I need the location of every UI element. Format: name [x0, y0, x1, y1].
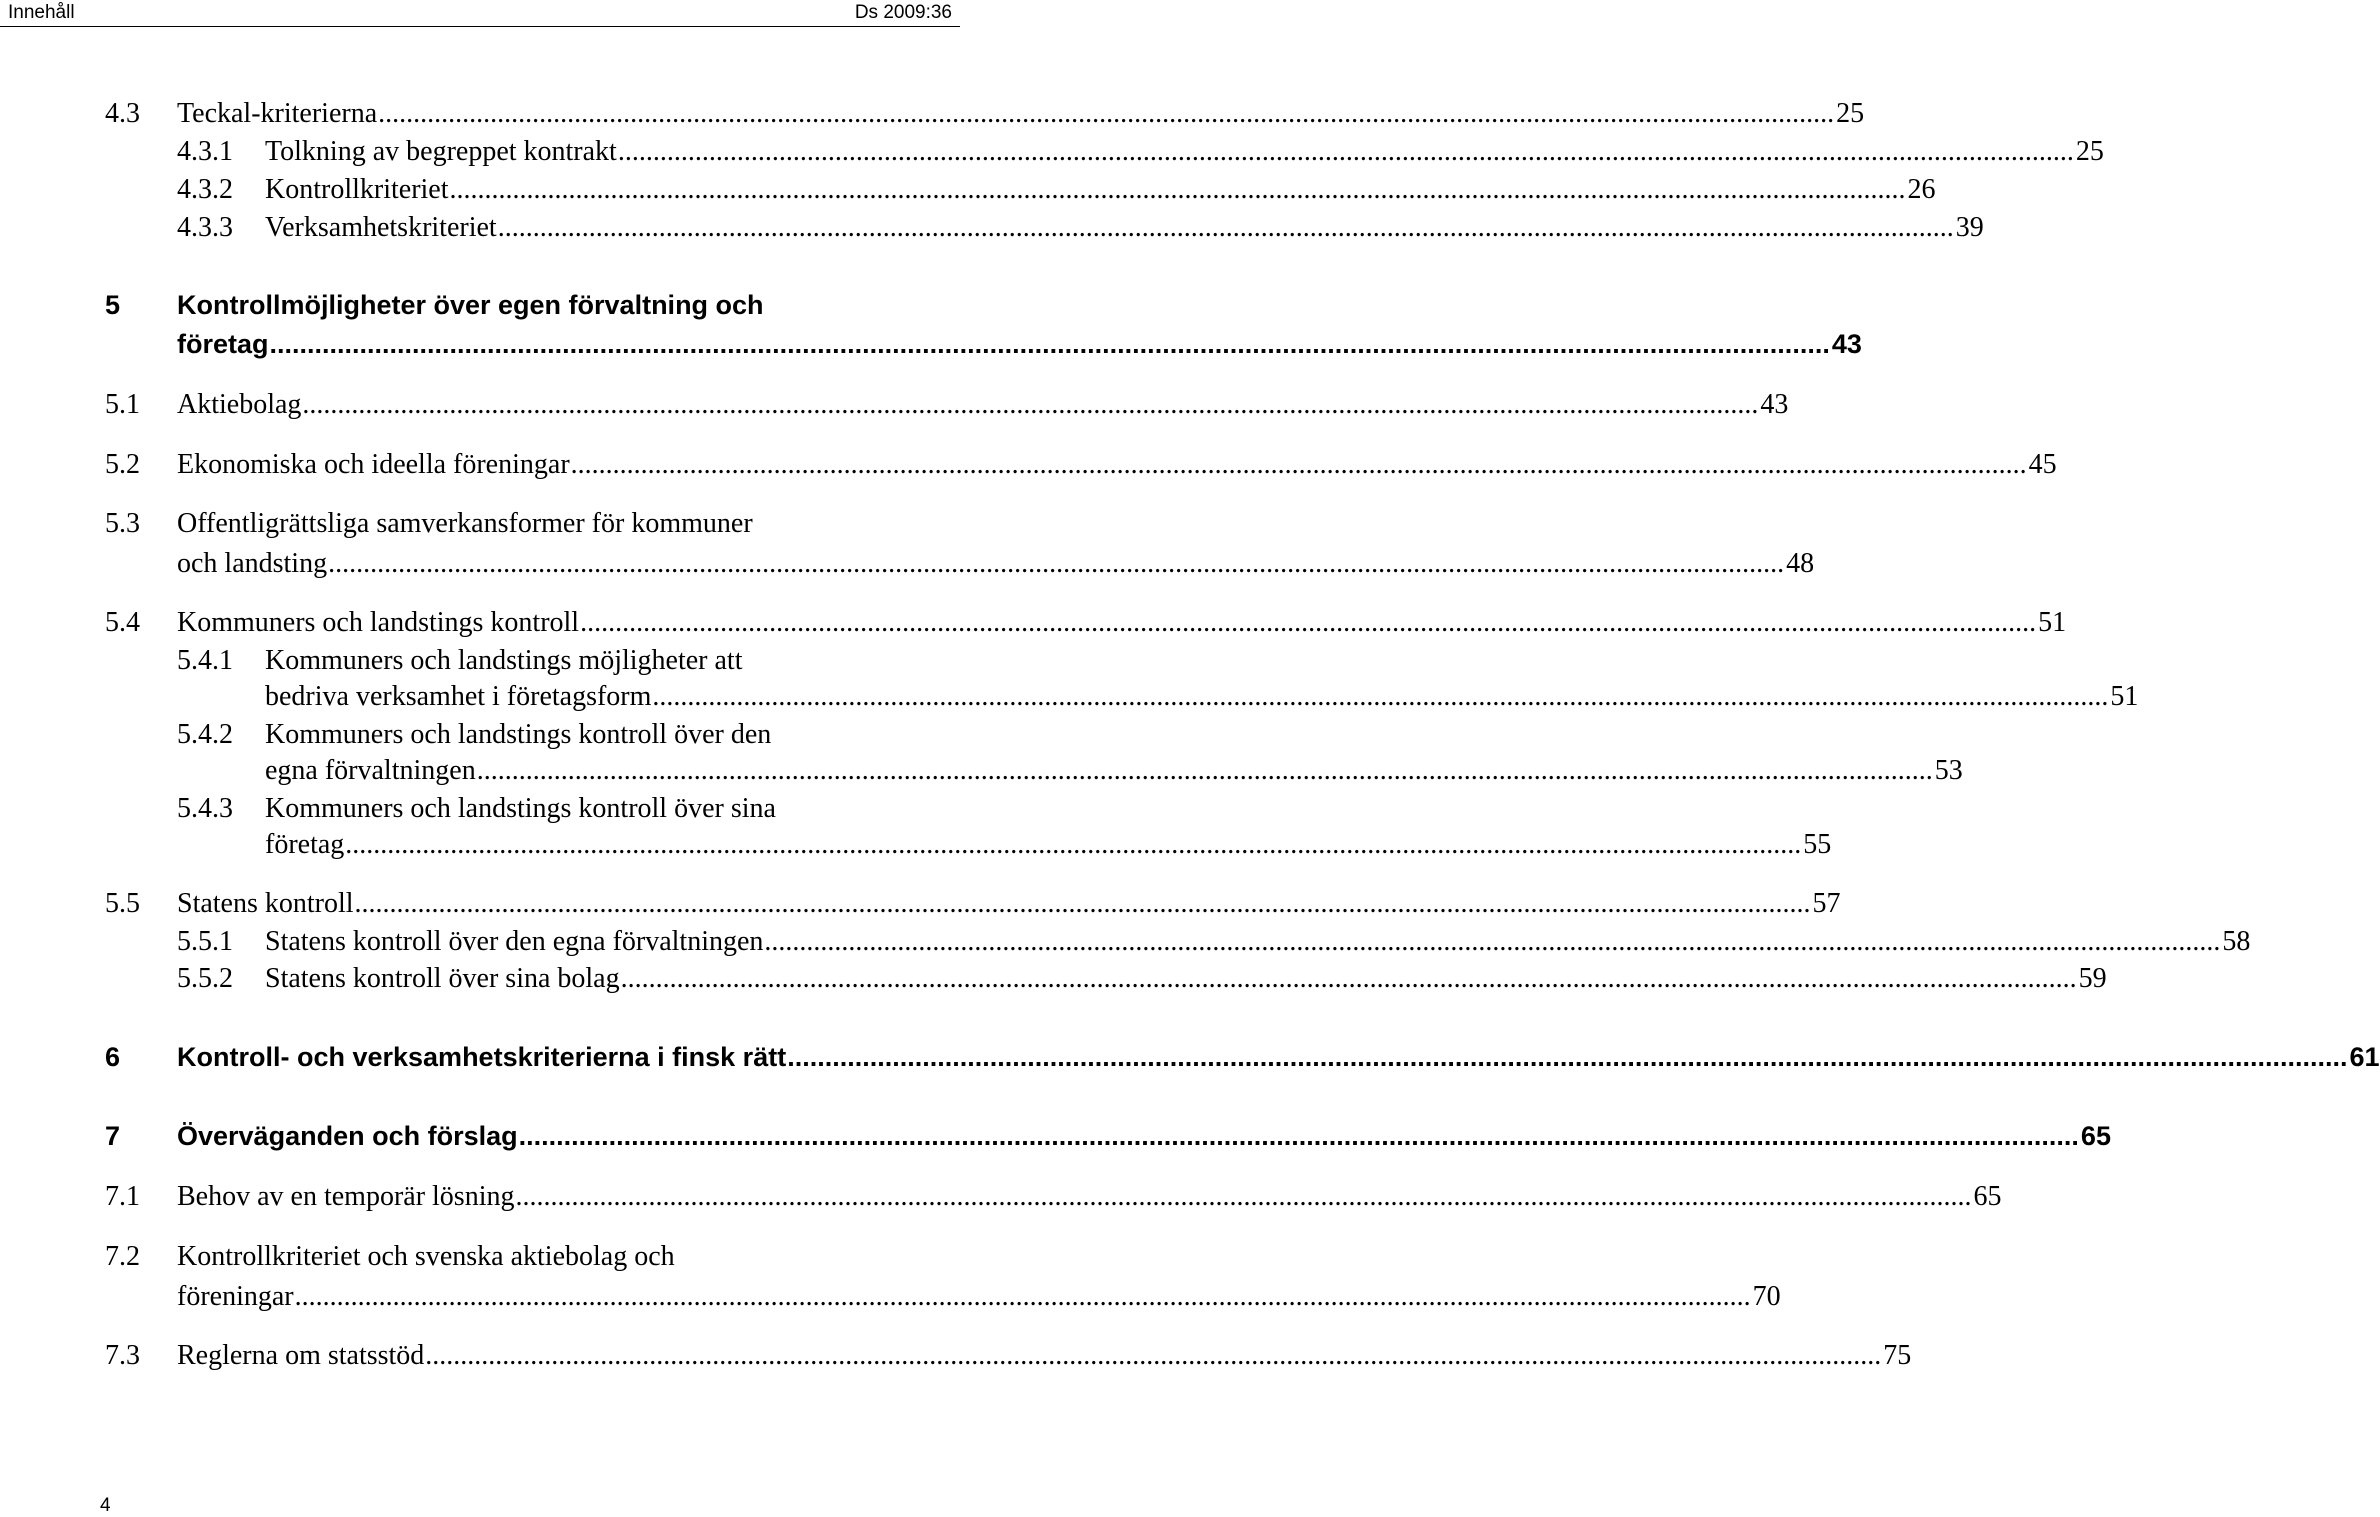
toc-entry-number: 5.4.3	[177, 793, 233, 824]
dot-leader: ................................................................................................................................................................................................................	[425, 1340, 1882, 1371]
toc-entry-title-line	[265, 719, 955, 751]
toc-entry-page: 43	[1831, 329, 1862, 359]
toc-entry-title-line	[177, 548, 1815, 580]
toc-entry-page: 26	[1907, 174, 1936, 205]
toc-entry-title: Verksamhetskriteriet	[265, 212, 497, 243]
dot-leader: ................................................................................................................................................................................................................	[580, 607, 2037, 638]
toc-entry-page: 43	[1760, 389, 1789, 420]
dot-leader: ................................................................................................................................................................................................................	[617, 136, 2074, 167]
toc-entry-title-line	[265, 926, 2251, 958]
toc-entry-title-line	[177, 1181, 2002, 1213]
dot-leader: ................................................................................................................................................................................................................	[476, 755, 1933, 786]
toc-entry-title: Reglerna om statsstöd	[177, 1340, 425, 1371]
toc-entry-title-line	[177, 290, 955, 321]
toc-entry-page: 51	[2110, 681, 2139, 712]
toc-entry-title-line	[265, 829, 1832, 861]
dot-leader: ................................................................................................................................................................................................................	[570, 449, 2027, 480]
toc-entry-title-line	[265, 136, 2104, 168]
toc-entry-title-continued: företag	[265, 829, 345, 860]
toc-entry-number: 4.3.3	[177, 212, 233, 243]
toc-entry-title-line	[177, 389, 1789, 421]
toc-entry-title-line	[177, 98, 1865, 130]
toc-entry-page: 55	[1803, 829, 1832, 860]
dot-leader: ................................................................................................................................................................................................................	[497, 212, 1954, 243]
toc-entry-page: 39	[1955, 212, 1984, 243]
toc-entry-number: 5.5.1	[177, 926, 233, 957]
toc-entry-title-line	[265, 645, 955, 677]
toc-entry-title: Kommuners och landstings möjligheter att	[265, 645, 743, 676]
toc-entry-number: 5.5.2	[177, 963, 233, 994]
toc-entry-title: Statens kontroll över sina bolag	[265, 963, 620, 994]
toc-entry-number: 5.4.2	[177, 719, 233, 750]
dot-leader: ................................................................................................................................................................................................................	[328, 548, 1785, 579]
toc-entry-title: Statens kontroll	[177, 888, 354, 919]
toc-entry-number: 7.1	[105, 1181, 140, 1212]
dot-leader: ................................................................................................................................................................................................................	[378, 98, 1835, 129]
dot-leader: ................................................................................................................................................................................................................	[787, 1042, 2348, 1072]
toc-entry-title-continued: egna förvaltningen	[265, 755, 476, 786]
toc-entry-title: Statens kontroll över den egna förvaltningen	[265, 926, 764, 957]
toc-entry-number: 7.3	[105, 1340, 140, 1371]
toc-entry-title: Kontrollkriteriet	[265, 174, 449, 205]
toc-entry-title-line	[177, 329, 1862, 360]
toc-entry-title: Offentligrättsliga samverkansformer för kommuner	[177, 508, 753, 539]
toc-entry-title: Kommuners och landstings kontroll över den	[265, 719, 772, 750]
toc-entry-title: Ekonomiska och ideella föreningar	[177, 449, 570, 480]
toc-entry-page: 53	[1934, 755, 1963, 786]
toc-entry-title-line	[265, 793, 955, 825]
toc-entry-page: 25	[1836, 98, 1865, 129]
toc-entry-number: 5.1	[105, 389, 140, 420]
toc-entry-title-line	[265, 212, 1984, 244]
toc-entry-page: 65	[2080, 1121, 2111, 1151]
toc-entry-title-continued: bedriva verksamhet i företagsform	[265, 681, 652, 712]
toc-entry-title-line	[177, 508, 955, 540]
toc-entry-page: 45	[2028, 449, 2057, 480]
toc-entry-title-line	[177, 1121, 2111, 1152]
toc-entry-title: Överväganden och förslag	[177, 1121, 518, 1151]
toc-entry-title-line	[265, 755, 1963, 787]
toc-entry-title: Kontrollmöjligheter över egen förvaltning och	[177, 290, 764, 320]
header-section-title: Innehåll	[8, 2, 75, 23]
dot-leader: ................................................................................................................................................................................................................	[652, 681, 2109, 712]
toc-entry-number: 4.3.1	[177, 136, 233, 167]
dot-leader: ................................................................................................................................................................................................................	[345, 829, 1802, 860]
header-rule	[0, 26, 960, 27]
toc-entry-page: 59	[2078, 963, 2107, 994]
toc-entry-page: 51	[2038, 607, 2067, 638]
toc-entry-title: Behov av en temporär lösning	[177, 1181, 515, 1212]
toc-entry-number: 7.2	[105, 1241, 140, 1272]
toc-entry-number: 4.3.2	[177, 174, 233, 205]
toc-entry-page: 65	[1973, 1181, 2002, 1212]
dot-leader: ................................................................................................................................................................................................................	[515, 1181, 1972, 1212]
dot-leader: ................................................................................................................................................................................................................	[354, 888, 1811, 919]
toc-entry-page: 48	[1786, 548, 1815, 579]
toc-entry-page: 58	[2222, 926, 2251, 957]
toc-entry-number: 5	[105, 290, 121, 320]
toc-entry-title: Teckal-kriterierna	[177, 98, 378, 129]
toc-entry-title-line	[177, 1241, 955, 1273]
dot-leader: ................................................................................................................................................................................................................	[518, 1121, 2079, 1151]
toc-entry-title-line	[265, 174, 1936, 206]
toc-entry-number: 5.3	[105, 508, 140, 539]
running-header	[0, 0, 960, 27]
dot-leader: ................................................................................................................................................................................................................	[620, 963, 2077, 994]
toc-entry-title: Kontroll- och verksamhetskriterierna i finsk rätt	[177, 1042, 787, 1072]
toc-entry-page: 70	[1752, 1281, 1781, 1312]
toc-entry-number: 6	[105, 1042, 121, 1072]
toc-entry-title: Kommuners och landstings kontroll över sina	[265, 793, 776, 824]
toc-entry-number: 7	[105, 1121, 121, 1151]
toc-entry-title-continued: företag	[177, 329, 269, 359]
toc-entry-title-continued: föreningar	[177, 1281, 294, 1312]
toc-entry-title-line	[177, 449, 2057, 481]
toc-entry-title-continued: och landsting	[177, 548, 328, 579]
toc-entry-number: 5.2	[105, 449, 140, 480]
toc-entry-page: 75	[1883, 1340, 1912, 1371]
toc-entry-number: 5.5	[105, 888, 140, 919]
toc-entry-page: 57	[1812, 888, 1841, 919]
toc-entry-title: Kommuners och landstings kontroll	[177, 607, 580, 638]
toc-entry-title-line	[177, 607, 2067, 639]
toc-entry-number: 5.4	[105, 607, 140, 638]
toc-entry-title-line	[177, 1340, 1912, 1372]
toc-entry-title: Aktiebolag	[177, 389, 302, 420]
header-document-id: Ds 2009:36	[854, 2, 952, 23]
page-number: 4	[100, 1495, 111, 1516]
dot-leader: ................................................................................................................................................................................................................	[269, 329, 1830, 359]
toc-entry-title: Tolkning av begreppet kontrakt	[265, 136, 617, 167]
toc-entry-number: 5.4.1	[177, 645, 233, 676]
toc-entry-page: 25	[2075, 136, 2104, 167]
toc-entry-page: 61	[2349, 1042, 2380, 1072]
toc-entry-number: 4.3	[105, 98, 140, 129]
toc-entry-title-line	[265, 963, 2107, 995]
toc-entry-title-line	[265, 681, 2139, 713]
dot-leader: ................................................................................................................................................................................................................	[302, 389, 1759, 420]
dot-leader: ................................................................................................................................................................................................................	[764, 926, 2221, 957]
toc-entry-title-line	[177, 888, 1841, 920]
dot-leader: ................................................................................................................................................................................................................	[449, 174, 1906, 205]
toc-entry-title-line	[177, 1042, 2380, 1073]
dot-leader: ................................................................................................................................................................................................................	[294, 1281, 1751, 1312]
toc-entry-title: Kontrollkriteriet och svenska aktiebolag och	[177, 1241, 675, 1272]
toc-entry-title-line	[177, 1281, 1781, 1313]
